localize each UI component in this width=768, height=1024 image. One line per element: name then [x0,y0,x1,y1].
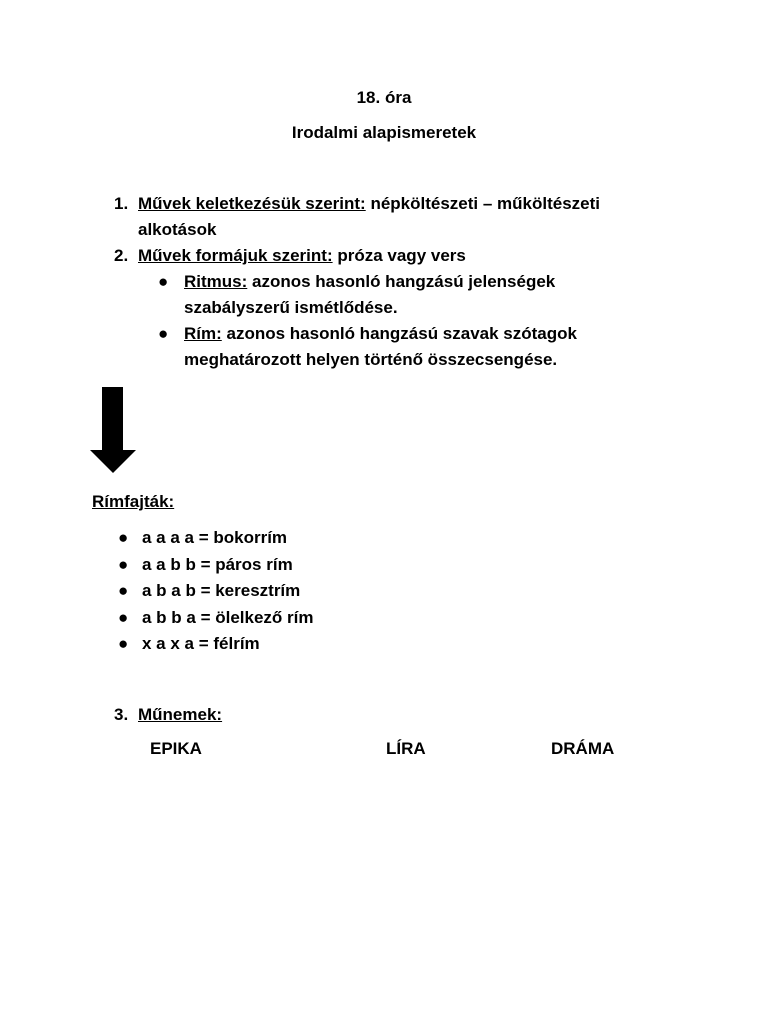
section-2-label: Művek formájuk szerint: [138,246,333,265]
list-item: ● a b b a = ölelkező rím [118,605,313,632]
ritmus-text: azonos hasonló hangzású jelenségek [247,272,556,291]
bullet-rim [158,321,598,373]
section-1-text-cont: alkotások [138,220,217,239]
ritmus-label: Ritmus: [184,272,248,291]
bullet-ritmus [158,269,598,321]
bullet-icon: ● [118,581,129,600]
bullet-icon: ● [118,634,129,653]
bullet-icon: ● [118,528,129,547]
genre-lira: LÍRA [386,739,426,758]
section-1-text: népköltészeti – műköltészeti [365,194,601,213]
bullet-icon: ● [118,554,129,574]
genre-drama: DRÁMA [551,739,615,758]
section-3-number: 3. [114,705,129,724]
page-subtitle: Irodalmi alapismeretek [291,123,477,142]
section-1 [114,191,654,243]
bullet-icon: ● [158,324,169,343]
list-item: ● a a a a = bokorrím [118,525,313,552]
section-1-label: Művek keletkezésük szerint: [138,194,366,213]
down-arrow-icon [90,387,136,473]
ritmus-text-cont: szabályszerű ismétlődése. [184,298,398,317]
rim-text: azonos hasonló hangzású szavak szótagok [221,324,577,343]
rim-text-cont: meghatározott helyen történő összecsengése. [184,350,558,369]
section-3-label: Műnemek: [138,705,223,724]
bullet-icon: ● [118,607,129,627]
section-3 [114,702,654,728]
bullet-icon: ● [158,272,169,291]
list-item: ● x a x a = félrím [118,631,313,658]
rhyme-types-heading: Rímfajták: [92,492,175,511]
section-2 [114,243,654,269]
section-1-number: 1. [114,194,129,213]
section-2-number: 2. [114,246,129,265]
page-title: 18. óra [356,88,412,107]
rim-label: Rím: [184,324,222,343]
list-item: ● a b a b = keresztrím [118,578,313,605]
section-2-text: próza vagy vers [332,246,466,265]
list-item: ● a a b b = páros rím [118,552,313,579]
genre-epika: EPIKA [150,739,202,758]
rhyme-types-list [118,525,313,658]
